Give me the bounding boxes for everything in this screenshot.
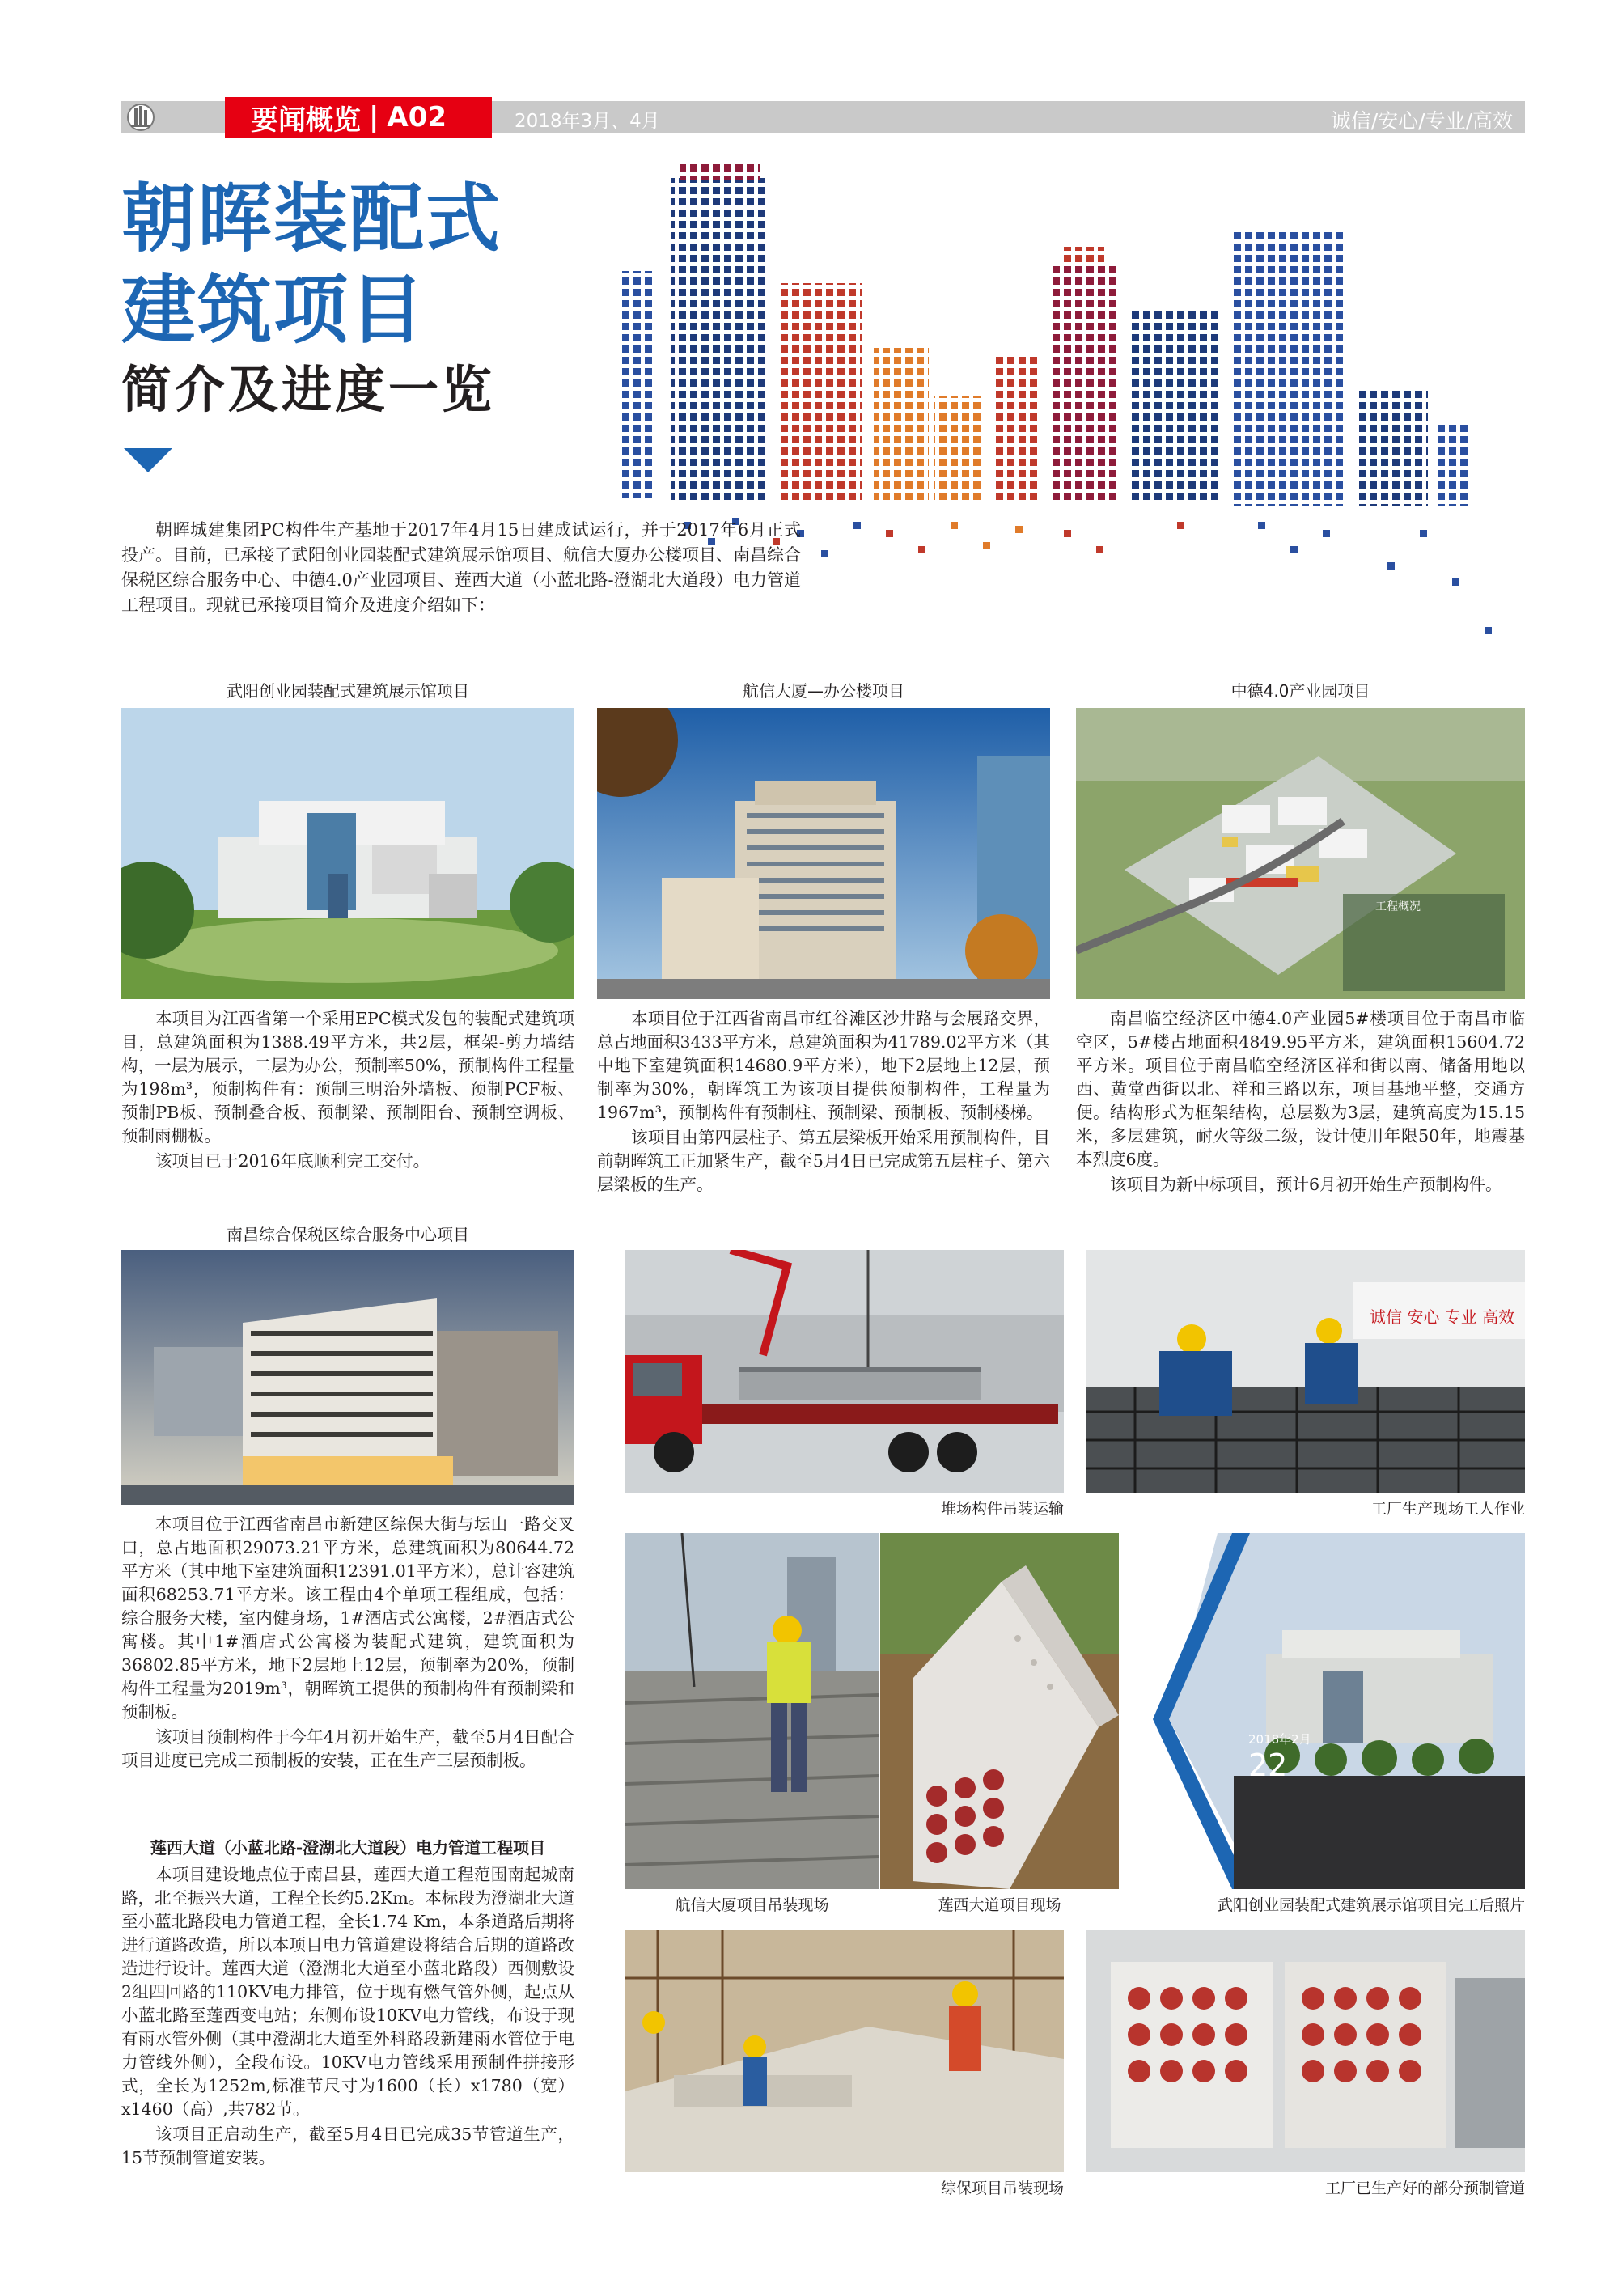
- wuyang-para-1: 本项目为江西省第一个采用EPC模式发包的装配式建筑项目，总建筑面积为1388.49平方米，共2层，框架-剪力墙结构，一层为展示，二层为办公，预制率50%，预制构件工程量为198m³，预制构件有：预制三明治外墙板、预制PCF板、预制PB板、预制叠合板、预制梁、预制阳台、预制空调板、预制雨棚板。: [121, 1009, 574, 1146]
- zongbao-site-image: [625, 1930, 1064, 2172]
- page-code: A02: [387, 101, 447, 133]
- hangxin-title: 航信大厦—办公楼项目: [743, 681, 904, 701]
- caption-wuyang-done: 武阳创业园装配式建筑展示馆项目完工后照片: [1217, 1896, 1525, 1914]
- page-title-line2: 建筑项目: [121, 267, 426, 354]
- wuyang-para-2: 该项目已于2016年底顺利完工交付。: [155, 1151, 430, 1171]
- intro-paragraph: [121, 518, 801, 618]
- intro-text: 朝晖城建集团PC构件生产基地于2017年4月15日建成试运行，并于2017年6月正式投产。目前，已承接了武阳创业园装配式建筑展示馆项目、航信大厦办公楼项目、南昌综合保税区综合服务中心、中德4.0产业园项目、莲西大道（小蓝北路-澄湖北大道段）电力管道工程项目。现就已承接项目简介及进度介绍如下：: [121, 520, 801, 615]
- lianxi-title: 莲西大道（小蓝北路-澄湖北大道段）电力管道工程项目: [150, 1838, 546, 1858]
- nanchang-para-1: 本项目位于江西省南昌市新建区综保大街与坛山一路交叉口，总占地面积29073.21平方米，总建筑面积为80644.72平方米（其中地下室建筑面积12391.01平方米），总计容建筑面积68253.71平方米。该工程由4个单项工程组成，包括：综合服务大楼，室内健身场，1#酒店式公寓楼，2#酒店式公寓楼。其中1#酒店式公寓楼为装配式建筑，建筑面积为36802.85平方米，地下2层地上12层，预制率为20%，预制构件工程量为2019m³，朝晖筑工提供的预制构件有预制梁和预制板。: [121, 1514, 574, 1722]
- nanchang-rendering-image: [121, 1250, 574, 1505]
- lianxi-description: [121, 1863, 574, 2171]
- truck-lifting-image: [625, 1250, 1064, 1493]
- caption-hangxin-site: 航信大厦项目吊装现场: [675, 1896, 829, 1914]
- caption-zongbao-site: 综保项目吊装现场: [940, 2180, 1064, 2197]
- caption-pipes: 工厂已生产好的部分预制管道: [1324, 2180, 1525, 2197]
- page-title-line1: 朝晖装配式: [121, 176, 502, 262]
- zhongde-para-1: 南昌临空经济区中德4.0产业园5#楼项目位于南昌市临空区，5#楼占地面积4849.95平方米，建筑面积15604.72平方米。项目位于南昌临空经济区祥和街以南、储备用地以西、黄堂西街以北、祥和三路以东，项目基地平整，交通方便。结构形式为框架结构，总层数为3层，建筑高度为15.15米，多层建筑，耐火等级二级，设计使用年限50年，地震基本烈度6度。: [1076, 1009, 1525, 1169]
- wuyang-completed-image: [1120, 1533, 1525, 1889]
- issue-date: 2018年3月、4月: [515, 111, 660, 132]
- photo-stamp-date: 2018年2月: [1248, 1732, 1311, 1747]
- zhongde-para-2: 该项目为新中标项目，预计6月初开始生产预制构件。: [1110, 1175, 1502, 1194]
- hangxin-para-2: 该项目由第四层柱子、第五层梁板开始采用预制构件，目前朝晖筑工正加紧生产，截至5月4日已完成第五层柱子、第六层梁板的生产。: [597, 1128, 1050, 1194]
- section-name: 要闻概览: [251, 104, 361, 137]
- wuyang-title: 武阳创业园装配式建筑展示馆项目: [227, 681, 469, 701]
- photo-stamp-day: 22: [1248, 1747, 1288, 1783]
- nanchang-description: [121, 1513, 574, 1774]
- lianxi-site-image: [880, 1533, 1119, 1889]
- zhongde-description: [1076, 1007, 1525, 1198]
- nanchang-para-2: 该项目预制构件于今年4月初开始生产，截至5月4日配合项目进度已完成二预制板的安装，正在生产三层预制板。: [121, 1727, 574, 1770]
- wuyang-description: [121, 1007, 574, 1175]
- factory-banner-text: 诚信 安心 专业 高效: [1370, 1307, 1515, 1327]
- triangle-down-icon: [124, 448, 172, 472]
- page-subtitle: 简介及进度一览: [121, 360, 496, 419]
- hangxin-site-image: [625, 1533, 879, 1889]
- lianxi-para-2: 该项目正启动生产，截至5月4日已完成35节管道生产，15节预制管道安装。: [121, 2124, 574, 2167]
- hangxin-para-1: 本项目位于江西省南昌市红谷滩区沙井路与会展路交界，总占地面积3433平方米，总建筑面积为41789.02平方米（其中地下室建筑面积14680.9平方米），地下2层地上12层，预制率为30%，朝晖筑工为该项目提供预制构件，工程量为1967m³，预制构件有预制柱、预制梁、预制板、预制楼梯。: [597, 1009, 1050, 1122]
- caption-workers: 工厂生产现场工人作业: [1370, 1500, 1525, 1518]
- slogan: 诚信/安心/专业/高效: [1330, 109, 1513, 133]
- lianxi-para-1: 本项目建设地点位于南昌县，莲西大道工程范围南起城南路，北至振兴大道，工程全长约5.2Km。本标段为澄湖北大道至小蓝北路段电力管道工程，全长1.74 Km，本条道路后期将进行道路改造，所以本项目电力管道建设将结合后期的道路改造进行设计。莲西大道（澄湖北大道至小蓝北路段）西侧敷设2组四回路的110KV电力排管，位于现有燃气管外侧，起点从小蓝北路至莲西变电站；东侧布设10KV电力管线，布设于现有雨水管外侧（其中澄湖北大道至外科路段新建雨水管位于电力管线外侧），全段布设。10KV电力管线采用预制件拼接形式，全长为1252m,标准节尺寸为1600（长）x1780（宽）x1460（高）,共782节。: [121, 1865, 574, 2119]
- zhongde-overview-label: 工程概况: [1375, 900, 1421, 913]
- wuyang-rendering-image: [121, 708, 574, 999]
- nanchang-title: 南昌综合保税区综合服务中心项目: [227, 1225, 469, 1244]
- zhongde-aerial-image: [1076, 708, 1525, 999]
- hangxin-rendering-image: [597, 708, 1050, 999]
- factory-workers-image: [1086, 1250, 1525, 1493]
- hangxin-description: [597, 1007, 1050, 1198]
- zhongde-title: 中德4.0产业园项目: [1230, 681, 1370, 701]
- precast-pipes-image: [1086, 1930, 1525, 2172]
- company-logo-icon: [123, 102, 172, 133]
- section-tab: [225, 97, 492, 138]
- caption-truck: 堆场构件吊装运输: [940, 1500, 1064, 1518]
- caption-lianxi-site: 莲西大道项目现场: [938, 1896, 1061, 1914]
- section-separator: |: [369, 101, 379, 133]
